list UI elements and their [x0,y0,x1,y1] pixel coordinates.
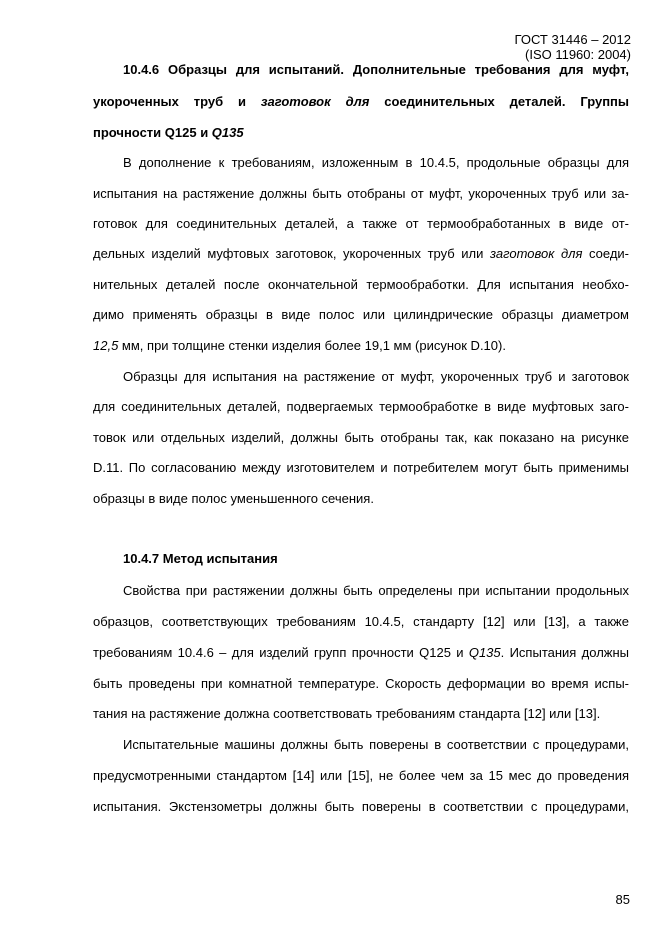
section-1046-p1-line-1: В дополнение к требованиям, изложенным в 10.4.5, продольные образцы для [123,155,629,170]
section-1046-p2-line-3: товок или отдельных изделий, должны быть отобраны так, как показано на рисунке [93,430,629,445]
section-1047-p2-line-1: Испытательные машины должны быть поверены в соответствии с процедурами, [123,737,629,752]
section-1047-p1-line-5: тания на растяжение должна соответствовать требованиям стандарта [12] или [13]. [93,706,601,721]
section-1047-p1-line-2: образцов, соответствующих требованиям 10.4.5, стандарту [12] или [13], а также [93,614,629,629]
section-1046-p2-line-4: D.11. По согласованию между изготовителем и потребителем могут быть применимы [93,460,629,475]
page-number: 85 [615,892,630,907]
section-1046-title-line-1: 10.4.6 Образцы для испытаний. Дополнительные требования для муфт, [123,62,629,77]
section-1047-p1-line-1: Свойства при растяжении должны быть определены при испытании продольных [123,583,629,598]
section-1046-p1-line-7: 12,5 мм, при толщине стенки изделия более 19,1 мм (рисунок D.10). [93,338,506,353]
section-1046-p2-line-2: для соединительных деталей, подвергаемых термообработке в виде муфтовых заго- [93,399,629,414]
section-1047-p1-line-3: требованиям 10.4.6 – для изделий групп прочности Q125 и Q135. Испытания должны [93,645,629,660]
section-1047-p2-line-2: предусмотренными стандартом [14] или [15], не более чем за 15 мес до проведения [93,768,629,783]
standard-designation: ГОСТ 31446 – 2012 [514,32,631,47]
iso-designation: (ISO 11960: 2004) [525,47,631,62]
section-1047-p2-line-3: испытания. Экстензометры должны быть поверены в соответствии с процедурами, [93,799,629,814]
section-1047-p1-line-4: быть проведены при комнатной температуре. Скорость деформации во время испы- [93,676,629,691]
section-1046-p1-line-5: нительных деталей после окончательной термообработки. Для испытания необхо- [93,277,629,292]
section-1046-p1-line-2: испытания на растяжение должны быть отобраны от муфт, укороченных труб или за- [93,186,629,201]
section-1046-title-line-3: прочности Q125 и Q135 [93,125,244,140]
section-1046-p1-line-4: дельных изделий муфтовых заготовок, укороченных труб или заготовок для соеди- [93,246,630,261]
section-1047-title: 10.4.7 Метод испытания [123,551,278,566]
section-1046-p1-line-3: готовок для соединительных деталей, а также от термообработанных в виде от- [93,216,629,231]
section-1046-p1-line-6: димо применять образцы в виде полос или цилиндрические образцы диаметром [93,307,629,322]
section-1046-p2-line-1: Образцы для испытания на растяжение от муфт, укороченных труб и заготовок [123,369,629,384]
section-1046-p2-line-5: образцы в виде полос уменьшенного сечения. [93,491,374,506]
section-1046-title-line-2: укороченных труб и заготовок для соединительных деталей. Группы [93,94,629,109]
